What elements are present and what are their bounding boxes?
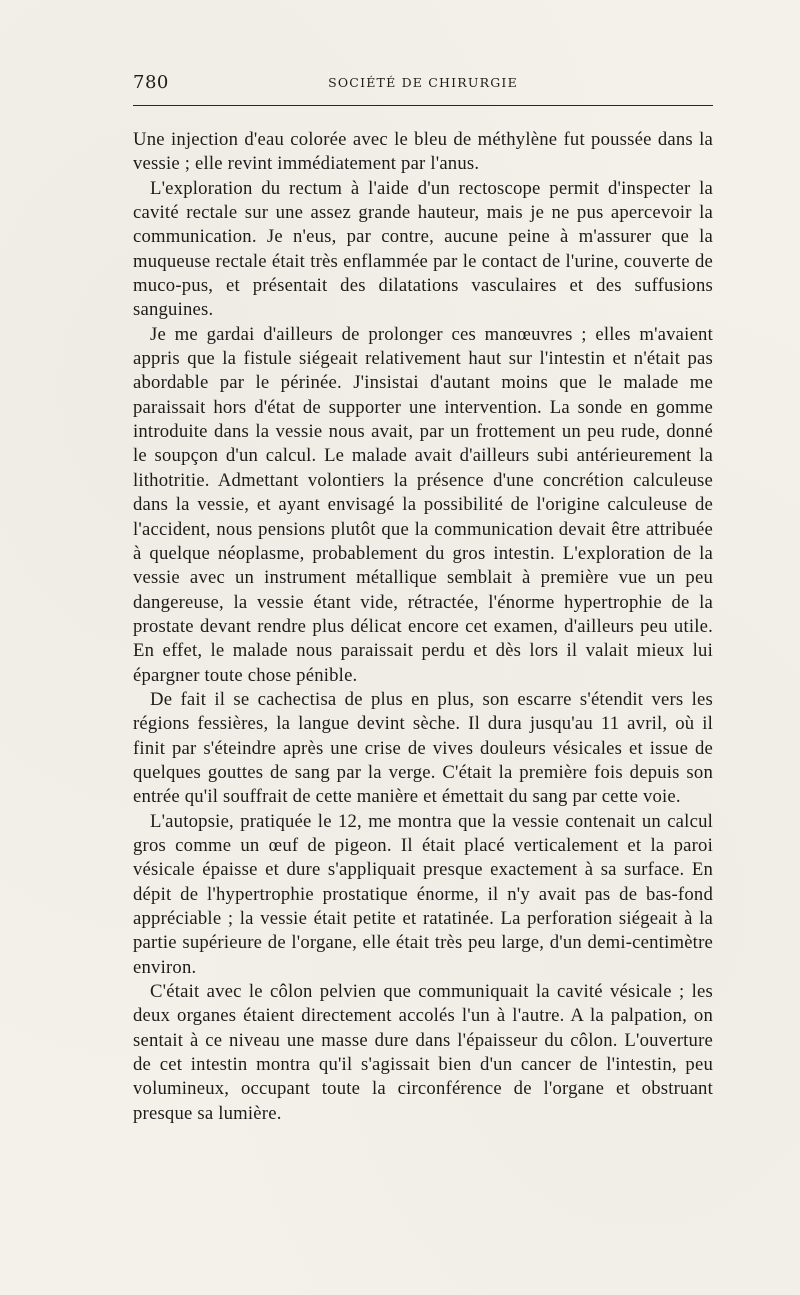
paragraph: L'exploration du rectum à l'aide d'un rectoscope permit d'inspecter la cavité rectale sur une assez grande hauteur, mais je ne pus apercevoir la communication. Je n'eus, par contre, aucune peine à m'assurer que la muqueuse rectale était très enflammée par le contact de l'urine, couverte de muco-pus, et présentait des dilatations vasculaires et des suffusions sanguines.	[133, 177, 713, 321]
page-number: 780	[133, 72, 169, 93]
paragraph: L'autopsie, pratiquée le 12, me montra que la vessie contenait un calcul gros comme un œuf de pigeon. Il était placé verticalement et la paroi vésicale épaisse et dure s'appliquait presque exactement à sa surface. En dépit de l'hypertrophie prostatique énorme, il n'y avait pas de bas-fond appréciable ; la vessie était petite et ratatinée. La perforation siégeait à la partie supérieure de l'organe, elle était très peu large, d'un demi-centimètre environ.	[133, 810, 713, 978]
header-rule	[133, 105, 713, 106]
paragraph: Une injection d'eau colorée avec le bleu de méthylène fut poussée dans la vessie ; elle revint immédiatement par l'anus.	[133, 129, 713, 175]
paragraph: Je me gardai d'ailleurs de prolonger ces manœuvres ; elles m'avaient appris que la fistule siégeait relativement haut sur l'intestin et n'était pas abordable par le périnée. J'insistai d'autant moins que le malade me paraissait hors d'état de supporter une intervention. La sonde en gomme introduite dans la vessie nous avait, par un frottement un peu rude, donné le soupçon d'un calcul. Le malade avait d'ailleurs subi antérieurement la lithotritie. Admettant volontiers la présence d'une concrétion calculeuse dans la vessie, et ayant envisagé la possibilité de l'origine calculeuse de l'accident, nous pensions plutôt que la communication devait être attribuée à quelque néoplasme, probablement du gros intestin. L'exploration de la vessie avec un instrument métallique semblait à première vue un peu dangereuse, la vessie étant vide, rétractée, l'énorme hypertrophie de la prostate devant rendre plus délicat encore cet examen, d'ailleurs peu utile. En effet, le malade nous paraissait perdu et dès lors il valait mieux lui épargner toute chose pénible.	[133, 323, 713, 686]
page-header	[133, 70, 713, 96]
running-title: SOCIÉTÉ DE CHIRURGIE	[328, 75, 518, 90]
body-text	[133, 128, 713, 1126]
paragraph: C'était avec le côlon pelvien que communiquait la cavité vésicale ; les deux organes étaient directement accolés l'un à l'autre. A la palpation, on sentait à ce niveau une masse dure dans l'épaisseur du côlon. L'ouverture de cet intestin montra qu'il s'agissait bien d'un cancer de l'intestin, peu volumineux, occupant toute la circonférence de l'organe et obstruant presque sa lumière.	[133, 981, 713, 1124]
paragraph: De fait il se cachectisa de plus en plus, son escarre s'étendit vers les régions fessières, la langue devint sèche. Il dura jusqu'au 11 avril, où il finit par s'éteindre après une crise de vives douleurs vésicales et issue de quelques gouttes de sang par la verge. C'était la première fois depuis son entrée qu'il souffrait de cette manière et émettait du sang par cette voie.	[133, 688, 713, 808]
